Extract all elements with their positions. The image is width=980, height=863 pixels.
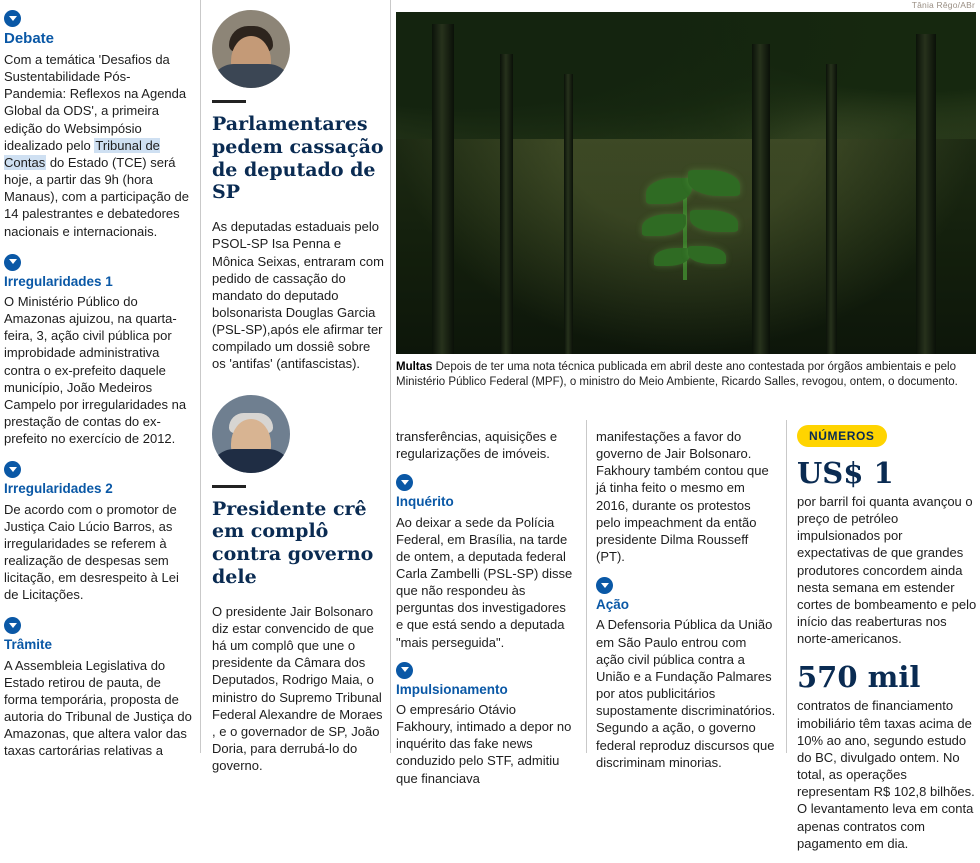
arrow-down-circle-icon [396, 474, 413, 491]
item-body: O Ministério Público do Amazonas ajuizou, na quarta-feira, 3, ação civil pública por improbidade administrativa contra o ex-prefeito daquele município, João Medeiros Campelo por irregularidades na prestação de contas do ex-prefeito no exercício de 2012. [4, 293, 187, 447]
column-left [4, 10, 192, 774]
number-description: contratos de financiamento imobiliário têm taxas acima de 10% ao ano, segundo estudo do BC, divulgado ontem. No total, as operações representam R$ 102,8 bilhões. O levantamento leva em conta apenas contratos com pagamento em dia. [797, 698, 975, 851]
article-parlamentares [212, 10, 384, 373]
news-item-impulsionamento [396, 662, 576, 787]
news-item-acao [596, 577, 776, 771]
number-entry-oil [797, 456, 977, 647]
item-body: O empresário Otávio Fakhoury, intimado a depor no inquérito das fake news conduzido pelo STF, admitiu que financiava [396, 701, 572, 786]
column-third [396, 428, 576, 798]
article-body: As deputadas estaduais pelo PSOL-SP Isa Penna e Mônica Seixas, entraram com pedido de cassação do mandato do deputado bolsonarista Douglas Garcia (PSL-SP),após ele afirmar ter compilado um dossiê sobre os 'antifas' (antifascistas). [212, 219, 384, 372]
item-body: De acordo com o promotor de Justiça Caio Lúcio Barros, as irregularidades se referem à realização de despesas sem licitação, em desrespeito à Lei de Licitações. [4, 501, 179, 603]
article-headline[interactable]: Parlamentares pedem cassação de deputado de SP [212, 113, 384, 204]
column-divider-3 [586, 420, 587, 753]
arrow-down-circle-icon [4, 617, 21, 634]
item-body: Ao deixar a sede da Polícia Federal, em Brasília, na tarde de ontem, a deputada federal Carla Zambelli (PSL-SP) disse que não respondeu às perguntas dos investigadores e que está sendo a deputada "mais perseguida". [396, 514, 573, 650]
item-kicker: Irregularidades 2 [4, 481, 113, 497]
arrow-down-circle-icon [4, 461, 21, 478]
numeros-badge: NÚMEROS [797, 425, 887, 447]
item-body: A Defensoria Pública da União em São Paulo entrou com ação civil pública contra a União e a Fundação Palmares por atos publicitários supostamente discriminatórios. Segundo a ação, o governo federal reproduz discursos que discriminam minorias. [596, 617, 776, 770]
avatar [212, 395, 290, 473]
photo-credit: Tânia Rêgo/ABr [911, 0, 975, 10]
article-presidente [212, 395, 384, 775]
avatar [212, 10, 290, 88]
news-item-inquerito [396, 474, 576, 650]
item-kicker: Ação [596, 597, 630, 613]
arrow-down-circle-icon [596, 577, 613, 594]
photo-caption [396, 360, 976, 390]
article-headline[interactable]: Presidente crê em complô contra governo dele [212, 497, 374, 588]
forest-photo [396, 12, 976, 354]
caption-text: Depois de ter uma nota técnica publicada em abril deste ano contestada por órgãos ambientais e pelo Ministério Público Federal (MPF), o ministro do Meio Ambiente, Ricardo Salles, revogou, ontem, o documento. [396, 361, 958, 388]
continuation-text: manifestações a favor do governo de Jair Bolsonaro. Fakhoury também contou que já tinha feito o mesmo em 2016, durante os protestos pelo impeachment da então presidente Dilma Rousseff (PT). [596, 429, 769, 565]
item-kicker: Inquérito [396, 494, 454, 510]
arrow-down-circle-icon [396, 662, 413, 679]
item-kicker: Debate [4, 30, 55, 47]
continuation-text: transferências, aquisições e regularizações de imóveis. [396, 429, 558, 462]
caption-lead: Multas [396, 361, 433, 373]
column-fourth [596, 428, 776, 782]
item-kicker: Impulsionamento [396, 681, 508, 697]
item-kicker: Irregularidades 1 [4, 273, 113, 289]
divider [212, 485, 246, 488]
number-value: US$ 1 [797, 456, 894, 490]
column-numbers [797, 425, 977, 863]
arrow-down-circle-icon [4, 10, 21, 27]
highlighted-term[interactable]: Tribunal de Contas [4, 137, 160, 170]
number-value: 570 mil [797, 660, 921, 695]
item-body-part1: Com a temática 'Desafios da Sustentabilidade Pós-Pandemia: Reflexos na Agenda Global da ODS', a primeira edição do Websimpósio idealizado pelo [4, 52, 187, 153]
divider [212, 100, 246, 103]
item-body [4, 51, 192, 240]
column-divider-2 [390, 0, 391, 753]
news-item-tramite [4, 617, 192, 759]
news-item-debate [4, 10, 192, 240]
column-divider-4 [786, 420, 787, 753]
column-second [212, 10, 384, 774]
column-divider-1 [200, 0, 201, 753]
item-kicker: Trâmite [4, 637, 53, 653]
news-item-irregularidades-1 [4, 254, 192, 448]
number-description: por barril foi quanta avançou o preço de petróleo impulsionados por expectativas de que grandes produtores concordem ainda nesta semana em estender cortes de bombeamento e pelo início das reaberturas nos norte-americanos. [797, 494, 977, 647]
item-body: A Assembleia Legislativa do Estado retirou de pauta, de forma temporária, proposta de autoria do Tribunal de Justiça do Amazonas, que altera valor das taxas cartorárias relativas a [4, 657, 192, 759]
number-entry-mortgages [797, 660, 977, 851]
article-body: O presidente Jair Bolsonaro diz estar convencido de que há um complô que une o presidente da Câmara dos Deputados, Rodrigo Maia, o ministro do Supremo Tribunal Federal Alexandre de Moraes , e o governador de SP, João Doria, para derrubá-lo do governo. [212, 603, 383, 774]
arrow-down-circle-icon [4, 254, 21, 271]
item-body-part2: do Estado (TCE) será hoje, a partir das 9h (hora Manaus), com a participação de 14 palestrantes e debatedores nacionais e internacionais. [4, 154, 189, 239]
news-item-irregularidades-2 [4, 461, 192, 603]
